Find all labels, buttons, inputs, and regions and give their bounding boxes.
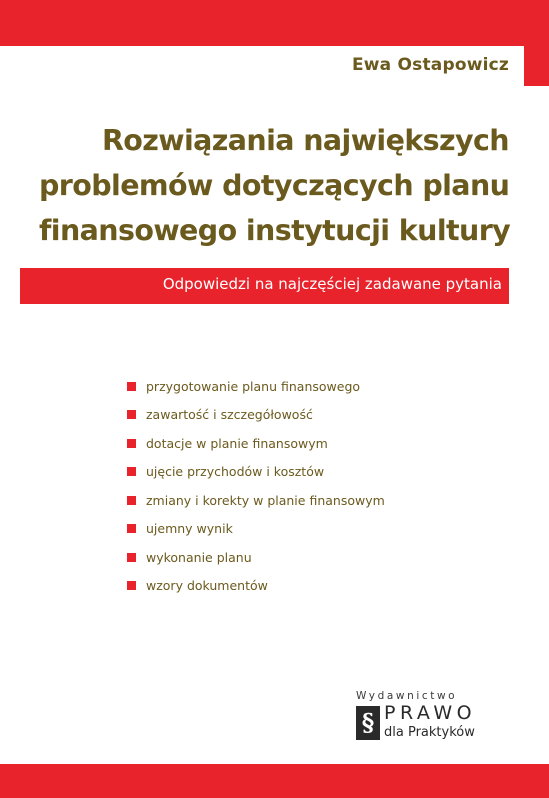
book-title <box>39 118 509 253</box>
list-item <box>127 429 385 458</box>
bullet-square-icon <box>127 524 136 533</box>
title-line-3: finansowego instytucji kultury <box>39 214 511 247</box>
bottom-red-band <box>0 764 549 798</box>
title-line-1: Rozwiązania największych <box>101 124 509 157</box>
list-item <box>127 372 385 401</box>
paragraph-sign-icon <box>356 706 380 740</box>
publisher-subline: dla Praktyków <box>384 725 475 740</box>
bullet-square-icon <box>127 581 136 590</box>
book-subtitle: Odpowiedzi na najczęściej zadawane pytania <box>162 275 502 293</box>
list-item <box>127 543 385 572</box>
bullet-square-icon <box>127 410 136 419</box>
bullet-square-icon <box>127 382 136 391</box>
topic-label: zmiany i korekty w planie finansowym <box>146 492 385 508</box>
author-name: Ewa Ostapowicz <box>351 55 509 75</box>
bullet-square-icon <box>127 467 136 476</box>
topic-label: dotacje w planie finansowym <box>146 435 328 451</box>
list-item <box>127 458 385 487</box>
topic-list <box>127 372 385 600</box>
list-item <box>127 572 385 601</box>
list-item <box>127 401 385 430</box>
publisher-logo <box>356 690 516 750</box>
bullet-square-icon <box>127 439 136 448</box>
topic-label: wzory dokumentów <box>146 578 268 594</box>
title-line-2: problemów dotyczących planu <box>39 169 510 202</box>
bullet-square-icon <box>127 496 136 505</box>
svg-text:§: § <box>361 708 375 737</box>
topic-label: ujęcie przychodów i kosztów <box>146 464 325 480</box>
topic-label: przygotowanie planu finansowego <box>146 378 361 394</box>
list-item <box>127 515 385 544</box>
list-item <box>127 486 385 515</box>
bullet-square-icon <box>127 553 136 562</box>
publisher-name: PRAWO <box>384 702 477 724</box>
topic-label: wykonanie planu <box>146 549 252 565</box>
topic-label: zawartość i szczegółowość <box>146 407 313 423</box>
publisher-label: Wydawnictwo <box>356 690 458 702</box>
topic-label: ujemny wynik <box>146 521 233 537</box>
